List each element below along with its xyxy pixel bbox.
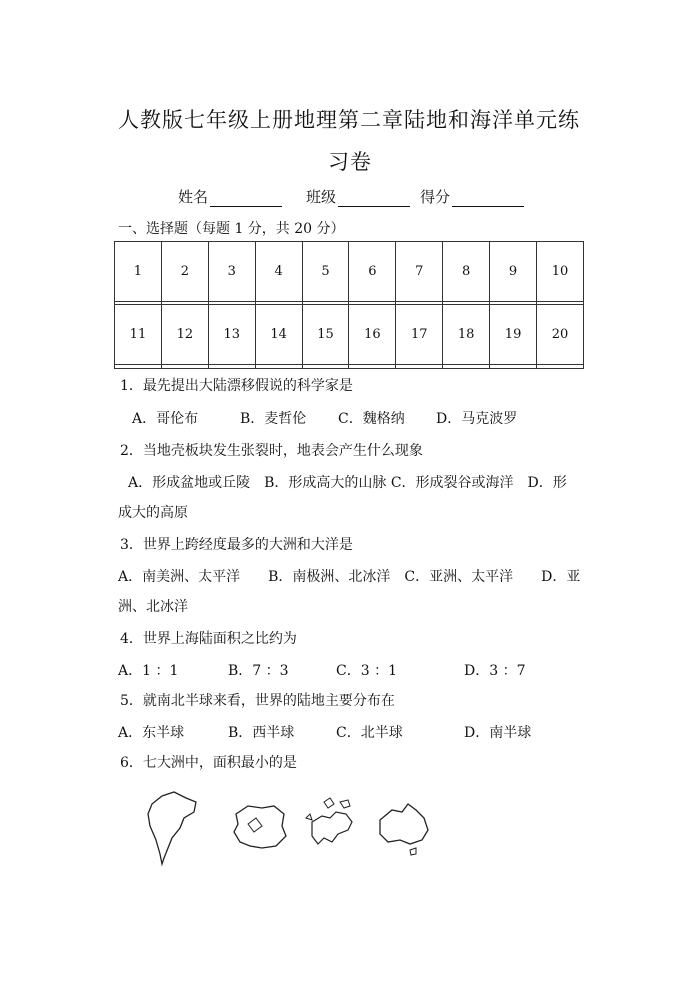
answer-blank-cell[interactable] [115, 365, 162, 369]
answer-blank-cell[interactable] [302, 365, 349, 369]
question-1-option-d[interactable]: D．马克波罗 [436, 411, 518, 427]
answer-number-cell: 8 [443, 242, 490, 302]
section-heading: 一、选择题（每题 1 分，共 20 分） [118, 221, 345, 237]
class-blank[interactable] [338, 191, 410, 207]
answer-number-cell: 17 [396, 305, 443, 365]
europe-map-icon[interactable] [306, 798, 352, 844]
question-1-option-b[interactable]: B．麦哲伦 [240, 411, 307, 427]
answer-number-cell: 18 [443, 305, 490, 365]
answer-number-cell: 2 [161, 242, 208, 302]
continent-outlines [140, 788, 450, 868]
answer-number-cell: 12 [161, 305, 208, 365]
answer-blank-cell[interactable] [537, 365, 584, 369]
question-5-stem: 5．就南北半球来看，世界的陆地主要分布在 [120, 693, 395, 709]
question-4-stem: 4．世界上海陆面积之比约为 [120, 631, 297, 647]
question-2-options-cont[interactable]: 成大的高原 [118, 505, 188, 521]
answer-number-cell: 7 [396, 242, 443, 302]
score-field[interactable] [420, 186, 524, 207]
question-5-option-d[interactable]: D．南半球 [464, 725, 532, 741]
question-4-option-c[interactable]: C．3 ：1 [336, 663, 397, 679]
name-label: 姓名 [178, 188, 209, 206]
answer-number-cell: 3 [208, 242, 255, 302]
question-3-options[interactable]: A．南美洲、太平洋 B．南极洲、北冰洋 C．亚洲、太平洋 D．亚 [118, 569, 581, 585]
question-3-options-cont[interactable]: 洲、北冰洋 [118, 599, 188, 615]
answer-number-cell: 5 [302, 242, 349, 302]
answer-blank-cell[interactable] [443, 365, 490, 369]
answer-number-cell: 14 [255, 305, 302, 365]
question-4-option-a[interactable]: A．1 ：1 [118, 663, 179, 679]
question-1-stem: 1．最先提出大陆漂移假说的科学家是 [120, 378, 353, 394]
question-5-option-c[interactable]: C．北半球 [336, 725, 403, 741]
question-6-stem: 6．七大洲中，面积最小的是 [120, 755, 297, 771]
question-2-stem: 2．当地壳板块发生张裂时，地表会产生什么现象 [120, 443, 423, 459]
answer-blank-cell[interactable] [208, 365, 255, 369]
answer-number-cell: 19 [490, 305, 537, 365]
answer-table [114, 241, 584, 369]
answer-number-cell: 9 [490, 242, 537, 302]
question-1-option-a[interactable]: A．哥伦布 [132, 411, 199, 427]
answer-number-cell: 4 [255, 242, 302, 302]
answer-blank-cell[interactable] [490, 365, 537, 369]
score-blank[interactable] [452, 191, 524, 207]
answer-number-cell: 15 [302, 305, 349, 365]
question-5-option-b[interactable]: B．西半球 [228, 725, 295, 741]
answer-number-cell: 20 [537, 305, 584, 365]
answer-number-row [115, 305, 584, 365]
answer-blank-cell[interactable] [396, 365, 443, 369]
answer-number-cell: 13 [208, 305, 255, 365]
south-america-map-icon[interactable] [148, 792, 196, 864]
name-field[interactable] [178, 186, 282, 207]
name-blank[interactable] [210, 191, 282, 207]
page-title-line1: 人教版七年级上册地理第二章陆地和海洋单元练 [118, 108, 580, 132]
question-2-options[interactable]: A．形成盆地或丘陵 B．形成高大的山脉 C．形成裂谷或海洋 D．形 [128, 475, 567, 491]
class-field[interactable] [306, 186, 410, 207]
answer-blank-cell[interactable] [349, 365, 396, 369]
australia-map-icon[interactable] [380, 804, 428, 855]
question-4-option-b[interactable]: B．7 ：3 [228, 663, 289, 679]
score-label: 得分 [420, 188, 451, 206]
page-title-line2: 习卷 [328, 150, 372, 174]
answer-number-cell: 16 [349, 305, 396, 365]
answer-blank-row [115, 365, 584, 369]
class-label: 班级 [306, 188, 337, 206]
answer-blank-cell[interactable] [255, 365, 302, 369]
answer-number-cell: 10 [537, 242, 584, 302]
answer-number-cell: 1 [115, 242, 162, 302]
antarctica-map-icon[interactable] [234, 806, 286, 848]
question-1-option-c[interactable]: C．魏格纳 [338, 411, 405, 427]
question-5-option-a[interactable]: A．东半球 [118, 725, 185, 741]
question-3-stem: 3．世界上跨经度最多的大洲和大洋是 [120, 537, 353, 553]
answer-blank-cell[interactable] [161, 365, 208, 369]
question-4-option-d[interactable]: D．3 ：7 [464, 663, 526, 679]
answer-number-cell: 6 [349, 242, 396, 302]
answer-number-cell: 11 [115, 305, 162, 365]
answer-number-row [115, 242, 584, 302]
